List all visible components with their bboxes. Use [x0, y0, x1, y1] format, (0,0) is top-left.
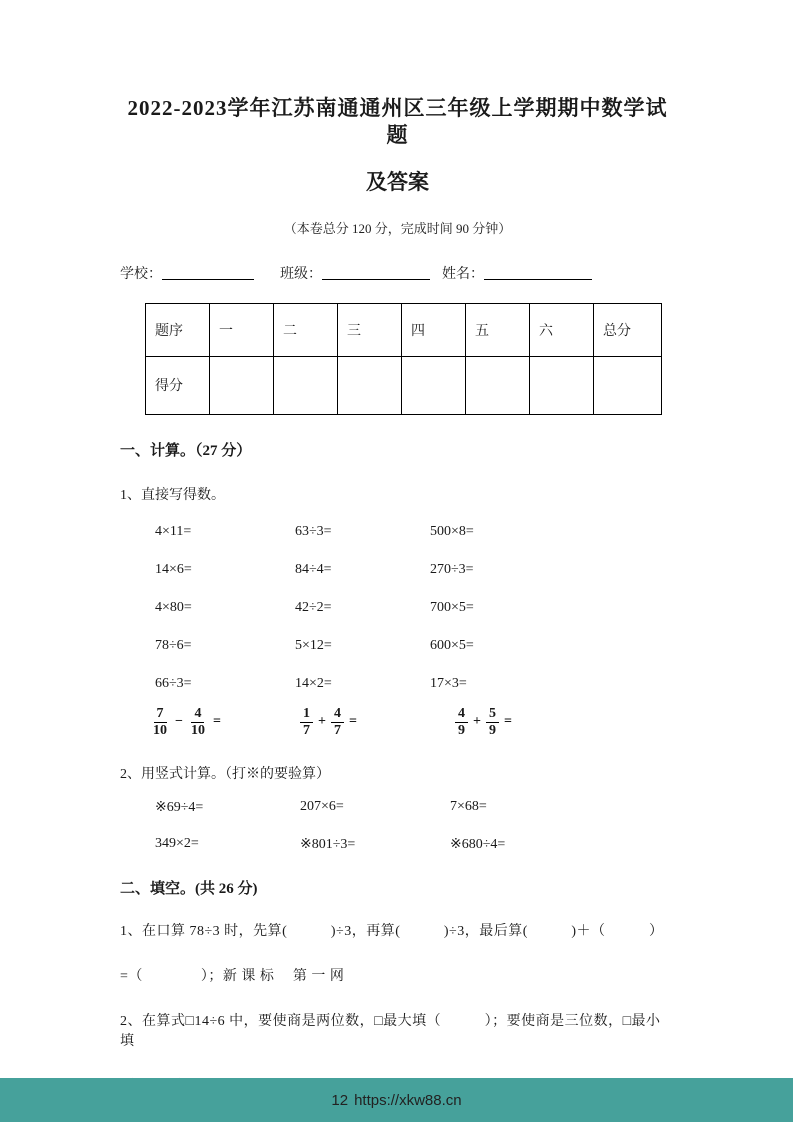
score-table-header-row: [146, 303, 662, 356]
math-problem: ※680÷4=: [450, 836, 506, 852]
equals-sign: =: [348, 714, 357, 730]
math-problem: 270÷3=: [430, 561, 474, 577]
score-empty-cell: [402, 356, 466, 414]
math-problem: 14×2=: [295, 675, 332, 691]
fraction-problem: [300, 706, 455, 739]
math-problem: 7×68=: [450, 798, 487, 814]
score-table-header-cell: 五: [466, 303, 530, 356]
exam-subtitle: （本卷总分 120 分，完成时间 90 分钟）: [283, 220, 512, 236]
direct-calc-problems: [155, 524, 675, 692]
fill-question-1-line1: 1、在口算 78÷3 时，先算( )÷3，再算( )÷3，最后算( )＋（ ）: [120, 923, 664, 939]
fill-question-1-line2: =（ ）；新 课 标 第 一 网: [120, 968, 345, 984]
score-empty-cell: [594, 356, 662, 414]
fill-question-2-line1: 2、在算式□14÷6 中，要使商是两位数，□最大填（ ）；要使商是三位数，□最小填: [120, 1013, 661, 1049]
math-problem: ※801÷3=: [300, 836, 356, 852]
fraction: $\frac{4}{10}$: [190, 705, 205, 738]
operator: −: [175, 714, 183, 730]
score-table-score-row: [146, 356, 662, 414]
math-problem: ※69÷4=: [155, 799, 204, 815]
section2-heading: 二、填空。(共 26 分): [120, 880, 258, 897]
vertical-calc-problems: [155, 799, 675, 853]
math-problem: 207×6=: [300, 798, 344, 814]
operator: +: [473, 714, 481, 730]
math-problem: 349×2=: [155, 835, 199, 851]
fraction: $\frac{1}{7}$: [300, 706, 313, 739]
class-blank: [322, 265, 430, 280]
score-empty-cell: [530, 356, 594, 414]
class-label: 班级：: [280, 266, 322, 282]
score-table-header-cell: 三: [338, 303, 402, 356]
math-problem: 17×3=: [430, 675, 467, 691]
footer-bar: [0, 1078, 793, 1122]
score-table-header-cell: 一: [210, 303, 274, 356]
math-problem: 4×11=: [155, 523, 192, 539]
student-info-line: [120, 263, 675, 283]
math-problem: 4×80=: [155, 599, 192, 615]
score-label-cell: 得分: [146, 356, 210, 414]
fraction: $\frac{4}{9}$: [455, 706, 468, 739]
fraction: $\frac{7}{10}$: [153, 705, 167, 738]
footer-page-number: 12: [331, 1091, 349, 1109]
fraction-problem: [455, 706, 675, 739]
section1-heading: 一、计算。（27 分）: [120, 442, 252, 459]
score-empty-cell: [274, 356, 338, 414]
score-table-header-cell: 六: [530, 303, 594, 356]
name-label: 姓名：: [442, 266, 484, 282]
math-problem: 700×5=: [430, 599, 474, 615]
page-title-line1: 2022-2023学年江苏南通通州区三年级上学期期中数学试题: [127, 96, 668, 148]
equals-sign: =: [503, 714, 512, 730]
school-label: 学校：: [120, 266, 162, 282]
math-problem: 14×6=: [155, 561, 192, 577]
math-problem: 5×12=: [295, 637, 332, 653]
fraction: $\frac{4}{7}$: [331, 706, 344, 739]
math-problem: 66÷3=: [155, 675, 192, 691]
math-problem: 63÷3=: [295, 523, 332, 539]
page-title-line2: 及答案: [366, 169, 429, 194]
math-problem: 84÷4=: [295, 561, 332, 577]
math-problem: 500×8=: [430, 523, 474, 539]
direct-calc-label: 1、直接写得数。: [120, 487, 225, 503]
score-table-header-cell: 四: [402, 303, 466, 356]
fraction-problems-row: [150, 706, 675, 739]
score-empty-cell: [338, 356, 402, 414]
math-problem: 42÷2=: [295, 599, 332, 615]
score-table-header-cell: 题序: [146, 303, 210, 356]
fraction: $\frac{5}{9}$: [486, 706, 499, 739]
school-blank: [162, 265, 254, 280]
math-problem: 78÷6=: [155, 637, 192, 653]
vertical-calc-label: 2、用竖式计算。（打※的要验算）: [120, 766, 330, 782]
score-empty-cell: [210, 356, 274, 414]
footer-url: https://xkw88.cn: [354, 1091, 462, 1109]
fraction-problem: [150, 706, 300, 739]
score-empty-cell: [466, 356, 530, 414]
name-blank: [484, 265, 592, 280]
math-problem: 600×5=: [430, 637, 474, 653]
score-table-header-cell: 二: [274, 303, 338, 356]
operator: +: [318, 714, 326, 730]
score-table: [145, 303, 662, 415]
score-table-header-cell: 总分: [594, 303, 662, 356]
equals-sign: =: [212, 714, 221, 730]
